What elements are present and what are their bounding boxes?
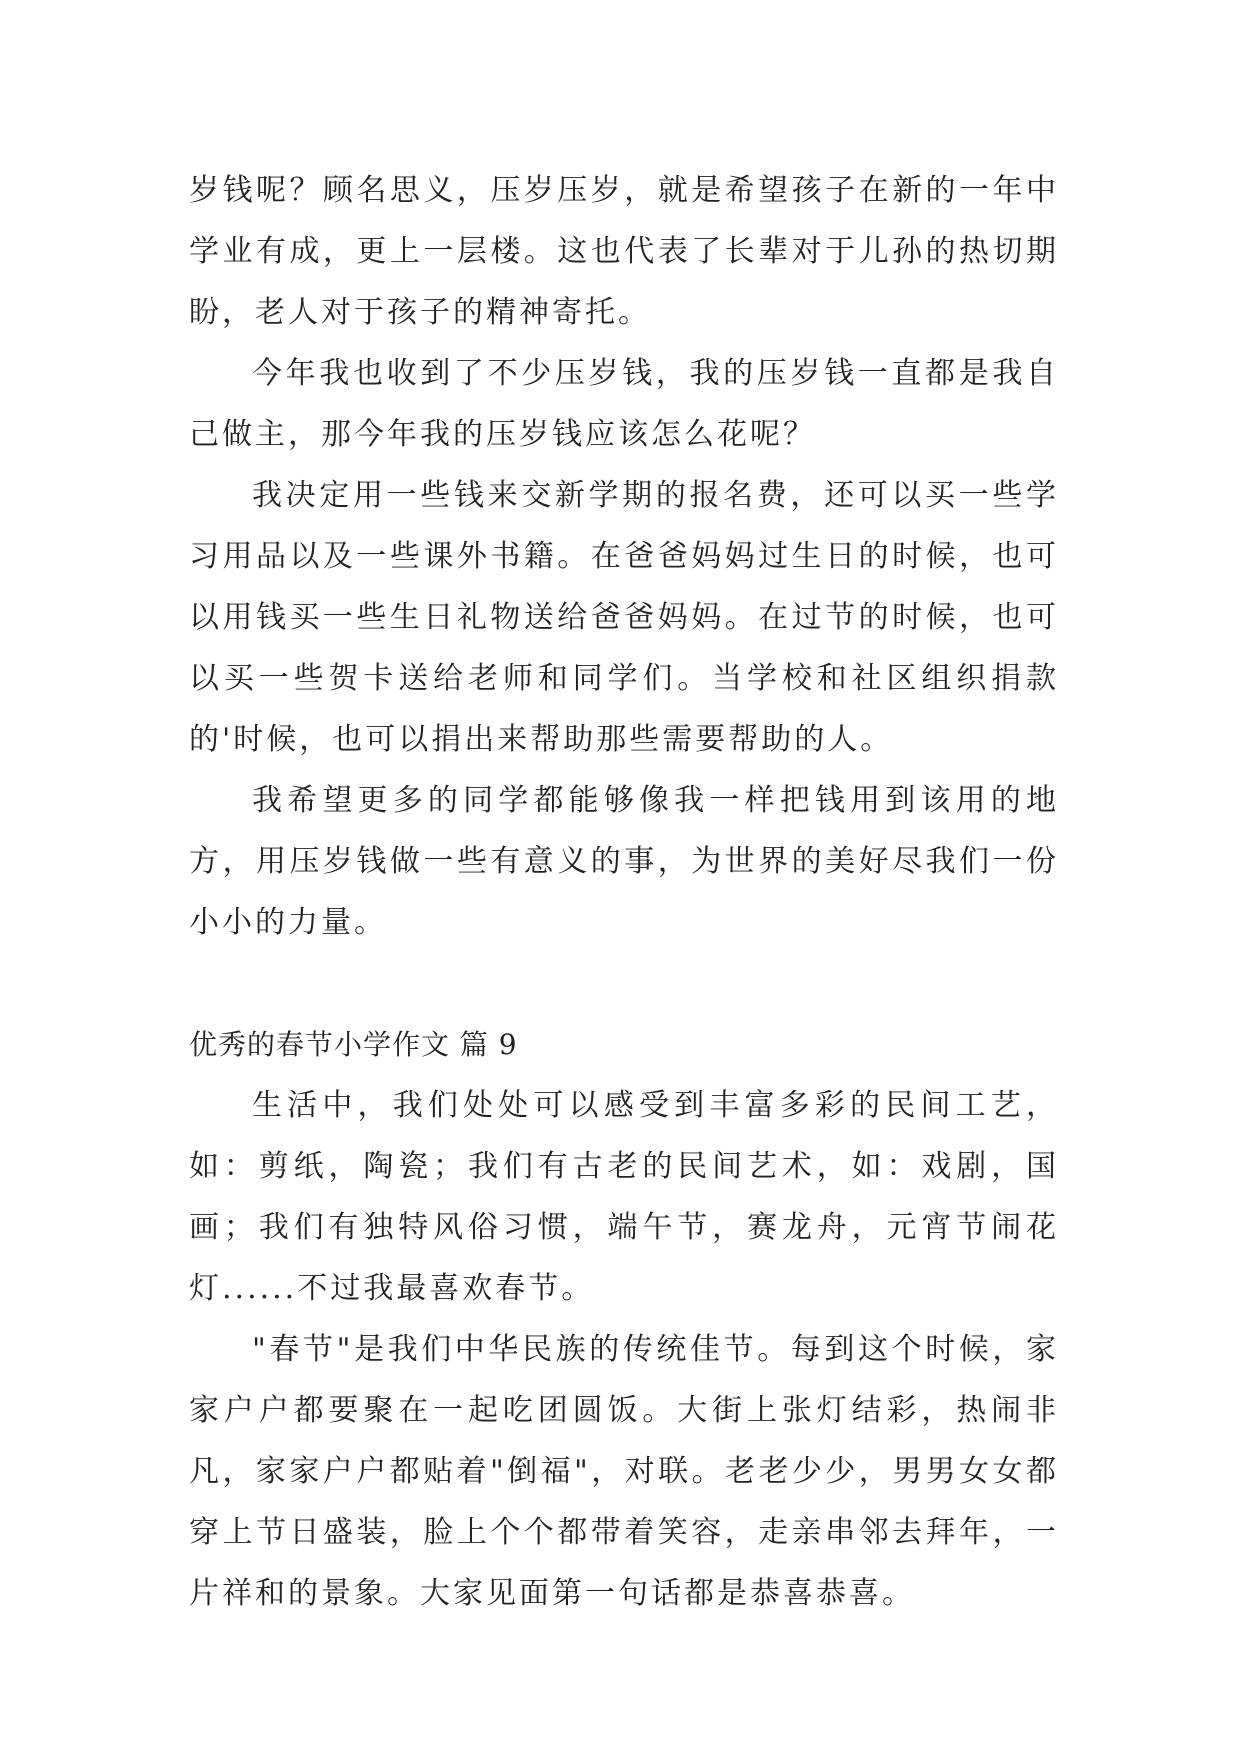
paragraphs-before xyxy=(189,160,1059,953)
paragraph: "春节"是我们中华民族的传统佳节。每到这个时候，家家户户都要聚在一起吃团圆饭。大街上张灯结彩，热闹非凡，家家户户都贴着"倒福"，对联。老老少少，男男女女都穿上节日盛装，脸上个个都带着笑容，走亲串邻去拜年，一片祥和的景象。大家见面第一句话都是恭喜恭喜。 xyxy=(189,1332,1059,1611)
paragraph: 岁钱呢？顾名思义，压岁压岁，就是希望孩子在新的一年中学业有成，更上一层楼。这也代表了长辈对于儿孙的热切期盼，老人对于孩子的精神寄托。 xyxy=(189,173,1059,330)
section-heading: 优秀的春节小学作文 篇 9 xyxy=(189,1028,518,1061)
paragraph: 今年我也收到了不少压岁钱，我的压岁钱一直都是我自己做主，那今年我的压岁钱应该怎么花呢？ xyxy=(189,356,1059,452)
paragraph: 我希望更多的同学都能够像我一样把钱用到该用的地方，用压岁钱做一些有意义的事，为世界的美好尽我们一份小小的力量。 xyxy=(189,783,1059,940)
paragraphs-after xyxy=(189,1075,1059,1624)
paragraph: 生活中，我们处处可以感受到丰富多彩的民间工艺，如：剪纸，陶瓷；我们有古老的民间艺术，如：戏剧，国画；我们有独特风俗习惯，端午节，赛龙舟，元宵节闹花灯......不过我最喜欢春节。 xyxy=(189,1088,1059,1306)
paragraph: 我决定用一些钱来交新学期的报名费，还可以买一些学习用品以及一些课外书籍。在爸爸妈妈过生日的时候，也可以用钱买一些生日礼物送给爸爸妈妈。在过节的时候，也可以买一些贺卡送给老师和同学们。当学校和社区组织捐款的'时候，也可以捐出来帮助那些需要帮助的人。 xyxy=(189,478,1059,757)
document-body xyxy=(189,160,1059,1624)
